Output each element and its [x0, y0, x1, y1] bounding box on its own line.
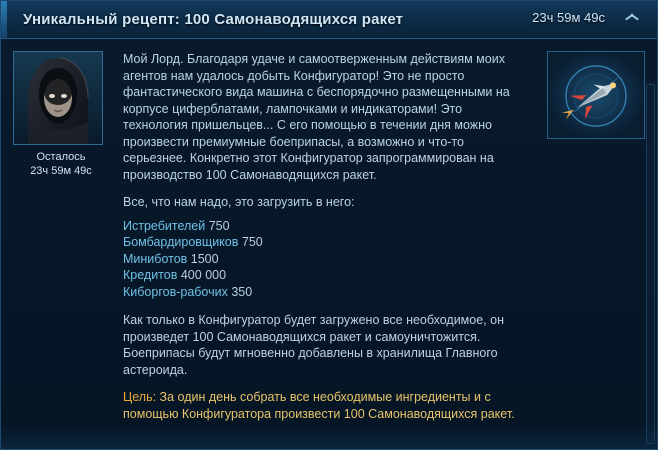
hooded-agent-portrait-icon [14, 52, 102, 144]
list-item [123, 251, 518, 268]
list-item [123, 234, 518, 251]
header-accent-bar [1, 1, 7, 38]
remaining-label: Осталось [36, 151, 86, 163]
requirements-list [123, 218, 518, 301]
list-item [123, 284, 518, 301]
quest-text-column [111, 49, 535, 450]
homing-missile-icon [548, 52, 644, 138]
panel-body [1, 39, 657, 450]
requirement-name: Миниботов [123, 251, 188, 266]
requirement-name: Бомбардировщиков [123, 235, 239, 249]
goal-text: За один день собрать все необходимые ингредиенты и с помощью Конфигуратора произвести 100 Самонаводящихся ракет. [123, 390, 515, 421]
avatar-column [13, 49, 111, 450]
header-timer: 23ч 59м 49с [532, 10, 605, 25]
avatar[interactable] [13, 51, 103, 145]
page-title: Уникальный рецепт: 100 Самонаводящихся ракет [23, 11, 404, 28]
quest-intro-text: Мой Лорд. Благодаря удаче и самоотверженным действиям моих агентов нам удалось добыть Конфигуратор! Это не просто фантастического вида машина с беспорядочно размещенными на корпусе циферблатами, лампочками и индикаторами! Это технология пришельцев... С его помощью в течении дня можно произвести премиумные боеприпасы, а возможно и что-то серьезнее. Конкретно этот Конфигуратор запрограммирован на производство 100 Самонаводящихся ракет. [123, 52, 510, 182]
requirement-qty: 750 [208, 218, 230, 233]
requirement-name: Истребителей [123, 218, 206, 233]
requirement-name: Кредитов [123, 268, 178, 282]
collapse-button[interactable] [617, 5, 647, 33]
quest-need-line: Все, что нам надо, это загрузить в него: [123, 195, 355, 209]
requirement-name: Киборгов-рабочих [123, 284, 228, 299]
scrollbar[interactable] [646, 84, 655, 444]
quest-goal [123, 389, 518, 422]
list-item [123, 267, 518, 284]
panel-header [1, 1, 657, 39]
chevron-up-icon [625, 15, 639, 23]
requirement-qty: 350 [231, 284, 253, 299]
remaining-time: 23ч 59м 49с [30, 165, 92, 177]
list-item [123, 218, 518, 235]
avatar-caption [13, 150, 109, 178]
goal-label: Цель: [123, 390, 157, 404]
requirement-qty: 750 [241, 235, 263, 249]
requirement-qty: 1500 [190, 251, 219, 266]
quest-outro-text: Как только в Конфигуратор будет загружено все необходимое, он произведет 100 Самонаводящихся ракет и самоуничтожится. Боеприпасы будут мгновенно добавлены в хранилища Главного астероида. [123, 313, 504, 377]
reward-column [535, 49, 645, 450]
requirement-qty: 400 000 [180, 268, 227, 282]
reward-item[interactable] [547, 51, 645, 139]
